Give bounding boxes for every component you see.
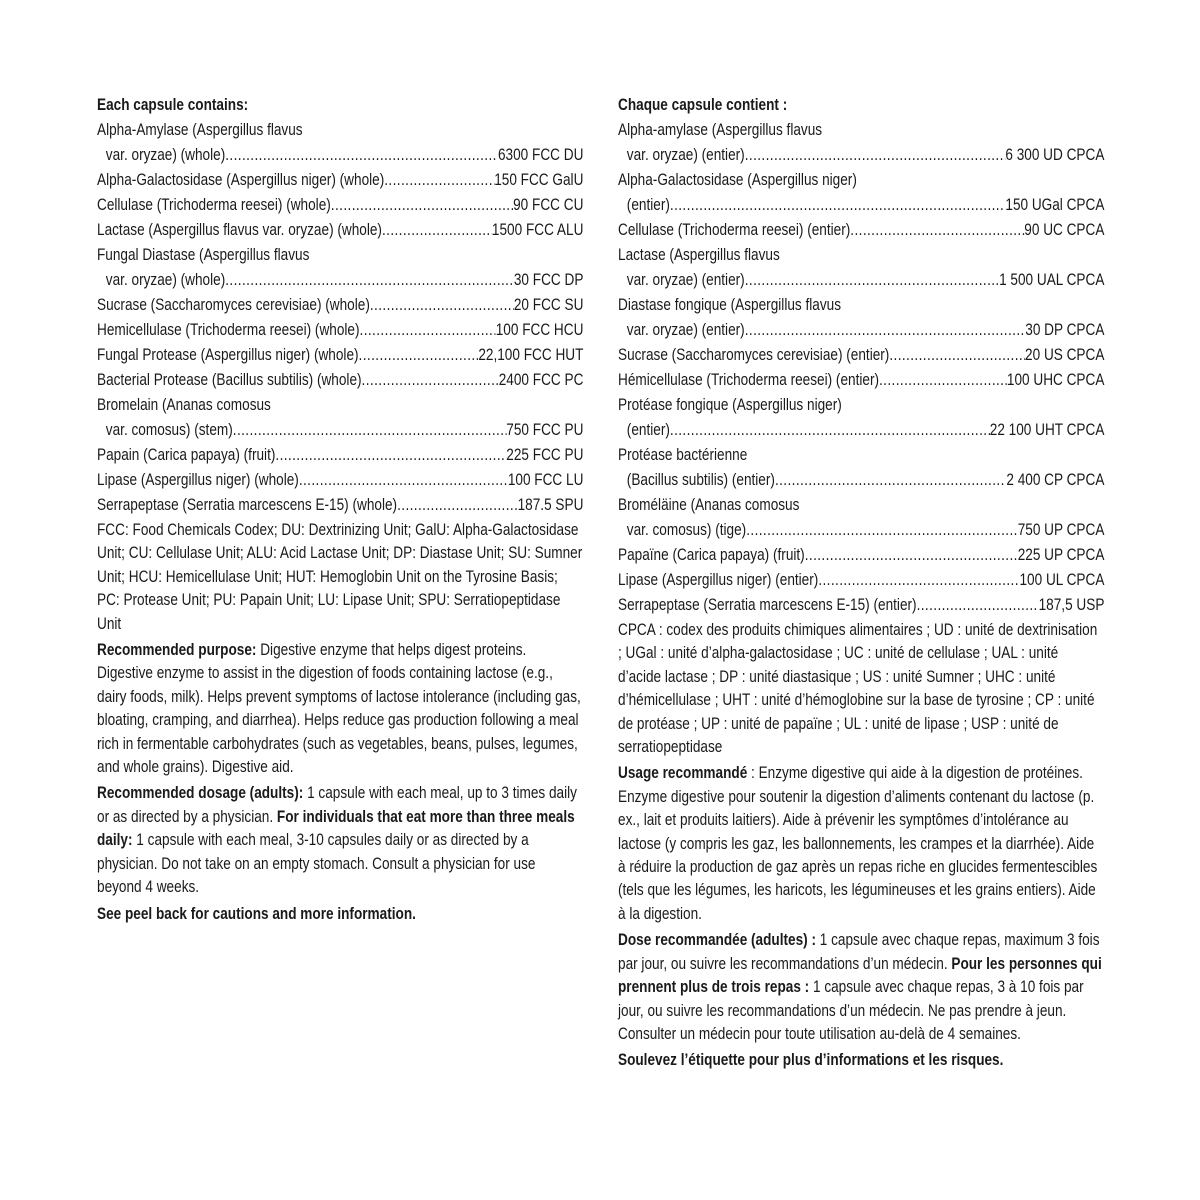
dot-leader bbox=[670, 417, 990, 442]
ingredient-amount: 6 300 UD CPCA bbox=[1005, 145, 1105, 164]
dot-leader bbox=[384, 167, 494, 192]
ingredient-item bbox=[97, 192, 583, 217]
ingredient-row bbox=[618, 142, 1104, 167]
dot-leader bbox=[370, 292, 514, 317]
dot-leader bbox=[360, 317, 496, 342]
ingredient-name: Sucrase (Saccharomyces cerevisiae) (whole) bbox=[97, 295, 370, 314]
recommended-purpose bbox=[97, 638, 583, 778]
ingredient-name: Papain (Carica papaya) (fruit) bbox=[97, 445, 276, 464]
ingredient-amount: 225 FCC PU bbox=[506, 445, 584, 464]
ingredient-name: Lipase (Aspergillus niger) (entier) bbox=[618, 570, 819, 589]
ingredient-amount: 2 400 CP CPCA bbox=[1006, 470, 1105, 489]
ingredient-row bbox=[97, 467, 583, 492]
ingredient-row bbox=[97, 342, 583, 367]
ingredient-name: (entier) bbox=[626, 420, 670, 439]
ingredient-row bbox=[97, 167, 583, 192]
ingredient-name: Hemicellulase (Trichoderma reesei) (whole) bbox=[97, 320, 360, 339]
ingredient-item bbox=[618, 342, 1104, 367]
ingredient-name: var. oryzae) (entier) bbox=[626, 320, 745, 339]
dosage-text-more-meals: 1 capsule avec chaque repas, 3 à 10 fois par jour, ou suivre les recommandations d’un médecin. Ne pas prendre à jeun. Consulter un médecin pour toute utilisation au-delà de 4 semaines. bbox=[618, 977, 1084, 1043]
ingredient-amount: 90 FCC CU bbox=[513, 195, 584, 214]
ingredient-row bbox=[618, 467, 1104, 492]
ingredient-row bbox=[97, 492, 583, 517]
ingredient-amount: 100 UHC CPCA bbox=[1006, 370, 1105, 389]
ingredient-item bbox=[618, 442, 1104, 492]
ingredient-amount: 100 UL CPCA bbox=[1019, 570, 1105, 589]
ingredient-name: Bacterial Protease (Bacillus subtilis) (whole) bbox=[97, 370, 362, 389]
ingredient-name: var. oryzae) (entier) bbox=[626, 270, 745, 289]
ingredient-item bbox=[97, 242, 583, 292]
dosage-label: Dose recommandée (adultes) : bbox=[618, 930, 817, 950]
ingredient-amount: 187,5 USP bbox=[1038, 595, 1105, 614]
dot-leader bbox=[299, 467, 508, 492]
ingredient-amount: 225 UP CPCA bbox=[1017, 545, 1105, 564]
ingredient-row bbox=[618, 267, 1104, 292]
ingredient-item bbox=[97, 492, 583, 517]
ingredient-row bbox=[97, 217, 583, 242]
ingredient-item bbox=[97, 167, 583, 192]
dot-leader bbox=[397, 492, 518, 517]
ingredient-row bbox=[618, 567, 1104, 592]
ingredient-name: var. comosus) (tige) bbox=[626, 520, 747, 539]
ingredient-name-line: Alpha-Galactosidase (Aspergillus niger) bbox=[618, 170, 857, 189]
purpose-text: Digestive enzyme that helps digest proteins. Digestive enzyme to assist in the digestion of foods containing lactose (e.g., dairy foods, milk). Helps prevent symptoms of lactose intolerance (including gas, bloating, cramping, and diarrhea). Helps reduce gas production following a meal rich in fermentable carbohydrates (such as vegetables, beans, pulses, legumes, and whole grains). Digestive aid. bbox=[97, 640, 581, 777]
ingredient-row bbox=[97, 142, 583, 167]
ingredient-row bbox=[97, 442, 583, 467]
closing-note: See peel back for cautions and more information. bbox=[97, 903, 416, 923]
ingredient-name-line: Bromelain (Ananas comosus bbox=[97, 395, 271, 414]
ingredient-name: Hémicellulase (Trichoderma reesei) (entier) bbox=[618, 370, 879, 389]
dot-leader bbox=[233, 417, 507, 442]
ingredient-row bbox=[618, 367, 1104, 392]
ingredients-heading: Each capsule contains: bbox=[97, 95, 249, 114]
recommended-dosage bbox=[97, 781, 583, 898]
dot-leader bbox=[850, 217, 1024, 242]
ingredient-row bbox=[618, 517, 1104, 542]
ingredient-name: Sucrase (Saccharomyces cerevisiae) (entier) bbox=[618, 345, 890, 364]
ingredient-item bbox=[618, 217, 1104, 242]
dot-leader bbox=[879, 367, 1007, 392]
ingredient-row bbox=[97, 192, 583, 217]
ingredient-item bbox=[618, 167, 1104, 217]
dosage-text: 1 capsule with each meal, up to 3 times daily or as directed by a physician. bbox=[97, 783, 577, 826]
ingredient-row bbox=[618, 417, 1104, 442]
ingredient-item bbox=[97, 117, 583, 167]
ingredient-amount: 100 FCC HCU bbox=[495, 320, 584, 339]
dot-leader bbox=[917, 592, 1039, 617]
ingredient-amount: 30 FCC DP bbox=[513, 270, 584, 289]
ingredient-amount: 90 UC CPCA bbox=[1024, 220, 1105, 239]
ingredient-item bbox=[618, 117, 1104, 167]
ingredient-amount: 150 UGal CPCA bbox=[1005, 195, 1105, 214]
ingredient-name: (Bacillus subtilis) (entier) bbox=[626, 470, 775, 489]
dot-leader bbox=[746, 517, 1018, 542]
ingredient-amount: 150 FCC GalU bbox=[494, 170, 584, 189]
dot-leader bbox=[331, 192, 513, 217]
ingredient-name-line: Protéase bactérienne bbox=[618, 445, 748, 464]
dosage-text-more-meals: 1 capsule with each meal, 3-10 capsules daily or as directed by a physician. Do not take on an empty stomach. Consult a physician for use beyond 4 weeks. bbox=[97, 830, 536, 897]
recommended-purpose bbox=[618, 761, 1104, 925]
dot-leader bbox=[670, 192, 1005, 217]
ingredient-amount: 187.5 SPU bbox=[517, 495, 584, 514]
english-column bbox=[97, 92, 583, 925]
dot-leader bbox=[275, 442, 506, 467]
ingredient-row bbox=[618, 192, 1104, 217]
ingredient-name: var. oryzae) (whole) bbox=[105, 145, 226, 164]
ingredient-name-line: Protéase fongique (Aspergillus niger) bbox=[618, 395, 842, 414]
dosage-label-more-meals: Pour les personnes qui prennent plus de trois repas : bbox=[618, 953, 1102, 997]
dot-leader bbox=[889, 342, 1025, 367]
dot-leader bbox=[359, 342, 479, 367]
ingredient-item bbox=[618, 392, 1104, 442]
ingredient-row bbox=[618, 592, 1104, 617]
ingredient-item bbox=[97, 367, 583, 392]
ingredient-name: Cellulase (Trichoderma reesei) (whole) bbox=[97, 195, 331, 214]
ingredient-amount: 30 DP CPCA bbox=[1025, 320, 1105, 339]
ingredient-row bbox=[97, 267, 583, 292]
ingredient-name: Papaïne (Carica papaya) (fruit) bbox=[618, 545, 805, 564]
ingredient-name-line: Alpha-Amylase (Aspergillus flavus bbox=[97, 120, 303, 139]
ingredient-name: Serrapeptase (Serratia marcescens E-15) (whole) bbox=[97, 495, 398, 514]
units-footnote: FCC: Food Chemicals Codex; DU: Dextrinizing Unit; GalU: Alpha-Galactosidase Unit; CU: Cellulase Unit; ALU: Acid Lactase Unit; DP: Diastase Unit; SU: Sumner Unit; HCU: Hemicellulase Unit; HUT: Hemoglobin Unit on the Tyrosine Basis; PC: Protease Unit; PU: Papain Unit; LU: Lipase Unit; SPU: Serratiopeptidase Unit bbox=[97, 520, 583, 633]
dot-leader bbox=[225, 267, 514, 292]
dot-leader bbox=[745, 267, 999, 292]
ingredient-item bbox=[618, 567, 1104, 592]
ingredient-name: Alpha-Galactosidase (Aspergillus niger) (whole) bbox=[97, 170, 385, 189]
purpose-text: : Enzyme digestive qui aide à la digestion de protéines. Enzyme digestive pour soutenir la digestion d’aliments contenant du lactose (p. ex., lait et produits laitiers). Aide à prévenir les symptômes d’intolérance au lactose (y compris les gaz, les ballonnements, les crampes et la diarrhée). Aide à réduire la production de gaz après un repas riche en glucides fermentescibles (tels que les légumes, les haricots, les légumineuses et les grains entiers). Aide à la digestion. bbox=[618, 763, 1098, 923]
ingredient-name: (entier) bbox=[626, 195, 670, 214]
ingredient-name-line: Fungal Diastase (Aspergillus flavus bbox=[97, 245, 310, 264]
ingredient-item bbox=[97, 217, 583, 242]
ingredient-name-line: Diastase fongique (Aspergillus flavus bbox=[618, 295, 842, 314]
ingredient-item bbox=[618, 492, 1104, 542]
dot-leader bbox=[818, 567, 1019, 592]
ingredient-amount: 750 UP CPCA bbox=[1017, 520, 1105, 539]
ingredient-name: Lactase (Aspergillus flavus var. oryzae) (whole) bbox=[97, 220, 382, 239]
ingredient-item bbox=[618, 367, 1104, 392]
ingredient-row bbox=[618, 317, 1104, 342]
ingredient-amount: 20 US CPCA bbox=[1025, 345, 1105, 364]
ingredient-amount: 2400 FCC PC bbox=[498, 370, 584, 389]
ingredient-name: Lipase (Aspergillus niger) (whole) bbox=[97, 470, 299, 489]
ingredient-item bbox=[97, 292, 583, 317]
dot-leader bbox=[745, 317, 1026, 342]
ingredient-amount: 1500 FCC ALU bbox=[491, 220, 584, 239]
ingredient-row bbox=[618, 217, 1104, 242]
ingredient-row bbox=[97, 367, 583, 392]
ingredient-list bbox=[618, 117, 1104, 617]
ingredient-list bbox=[97, 117, 583, 517]
dot-leader bbox=[225, 142, 498, 167]
ingredient-row bbox=[97, 417, 583, 442]
units-footnote: CPCA : codex des produits chimiques alimentaires ; UD : unité de dextrinisation ; UGal : unité d’alpha-galactosidase ; UC : unité de cellulase ; UAL : unité d’acide lactase ; DP : unité diastasique ; US : unité Sumner ; UHC : unité d’hémicellulase ; UHT : unité d’hémoglobine sur la base de tyrosine ; CP : unité de protéase ; UP : unité de papaïne ; UL : unité de lipase ; USP : unité de serratiopeptidase bbox=[618, 620, 1098, 757]
ingredient-item bbox=[618, 242, 1104, 292]
ingredient-item bbox=[97, 467, 583, 492]
ingredient-item bbox=[618, 292, 1104, 342]
dot-leader bbox=[382, 217, 492, 242]
recommended-dosage bbox=[618, 928, 1104, 1045]
ingredient-row bbox=[618, 342, 1104, 367]
dot-leader bbox=[805, 542, 1018, 567]
ingredient-item bbox=[618, 592, 1104, 617]
ingredient-amount: 750 FCC PU bbox=[506, 420, 584, 439]
ingredient-item bbox=[97, 317, 583, 342]
ingredient-name: Fungal Protease (Aspergillus niger) (whole) bbox=[97, 345, 359, 364]
ingredient-amount: 1 500 UAL CPCA bbox=[999, 270, 1105, 289]
ingredient-item bbox=[97, 392, 583, 442]
ingredient-row bbox=[97, 317, 583, 342]
ingredient-amount: 22 100 UHT CPCA bbox=[989, 420, 1105, 439]
ingredient-row bbox=[618, 542, 1104, 567]
ingredient-name: Cellulase (Trichoderma reesei) (entier) bbox=[618, 220, 851, 239]
ingredient-row bbox=[97, 292, 583, 317]
ingredient-item bbox=[97, 342, 583, 367]
ingredient-name: var. oryzae) (whole) bbox=[105, 270, 226, 289]
purpose-label: Recommended purpose: bbox=[97, 640, 257, 660]
purpose-label: Usage recommandé bbox=[618, 763, 748, 783]
ingredient-amount: 22,100 FCC HUT bbox=[478, 345, 584, 364]
dosage-label-more-meals: For individuals that eat more than three meals daily: bbox=[97, 806, 575, 850]
ingredient-amount: 20 FCC SU bbox=[513, 295, 584, 314]
ingredient-name-line: Lactase (Aspergillus flavus bbox=[618, 245, 780, 264]
dosage-label: Recommended dosage (adults): bbox=[97, 783, 304, 803]
dosage-text: 1 capsule avec chaque repas, maximum 3 fois par jour, ou suivre les recommandations d’un médecin. bbox=[618, 930, 1100, 973]
dot-leader bbox=[745, 142, 1006, 167]
ingredients-heading: Chaque capsule contient : bbox=[618, 95, 788, 114]
ingredient-name: var. oryzae) (entier) bbox=[626, 145, 745, 164]
ingredient-name: var. comosus) (stem) bbox=[105, 420, 233, 439]
ingredient-name: Serrapeptase (Serratia marcescens E-15) (entier) bbox=[618, 595, 917, 614]
ingredient-item bbox=[618, 542, 1104, 567]
ingredient-amount: 6300 FCC DU bbox=[497, 145, 584, 164]
closing-note: Soulevez l’étiquette pour plus d’informations et les risques. bbox=[618, 1050, 1004, 1070]
ingredient-name-line: Alpha-amylase (Aspergillus flavus bbox=[618, 120, 823, 139]
ingredient-item bbox=[97, 442, 583, 467]
french-column bbox=[618, 92, 1104, 1072]
dot-leader bbox=[775, 467, 1006, 492]
dot-leader bbox=[362, 367, 499, 392]
ingredient-amount: 100 FCC LU bbox=[507, 470, 584, 489]
ingredient-name-line: Broméläine (Ananas comosus bbox=[618, 495, 800, 514]
